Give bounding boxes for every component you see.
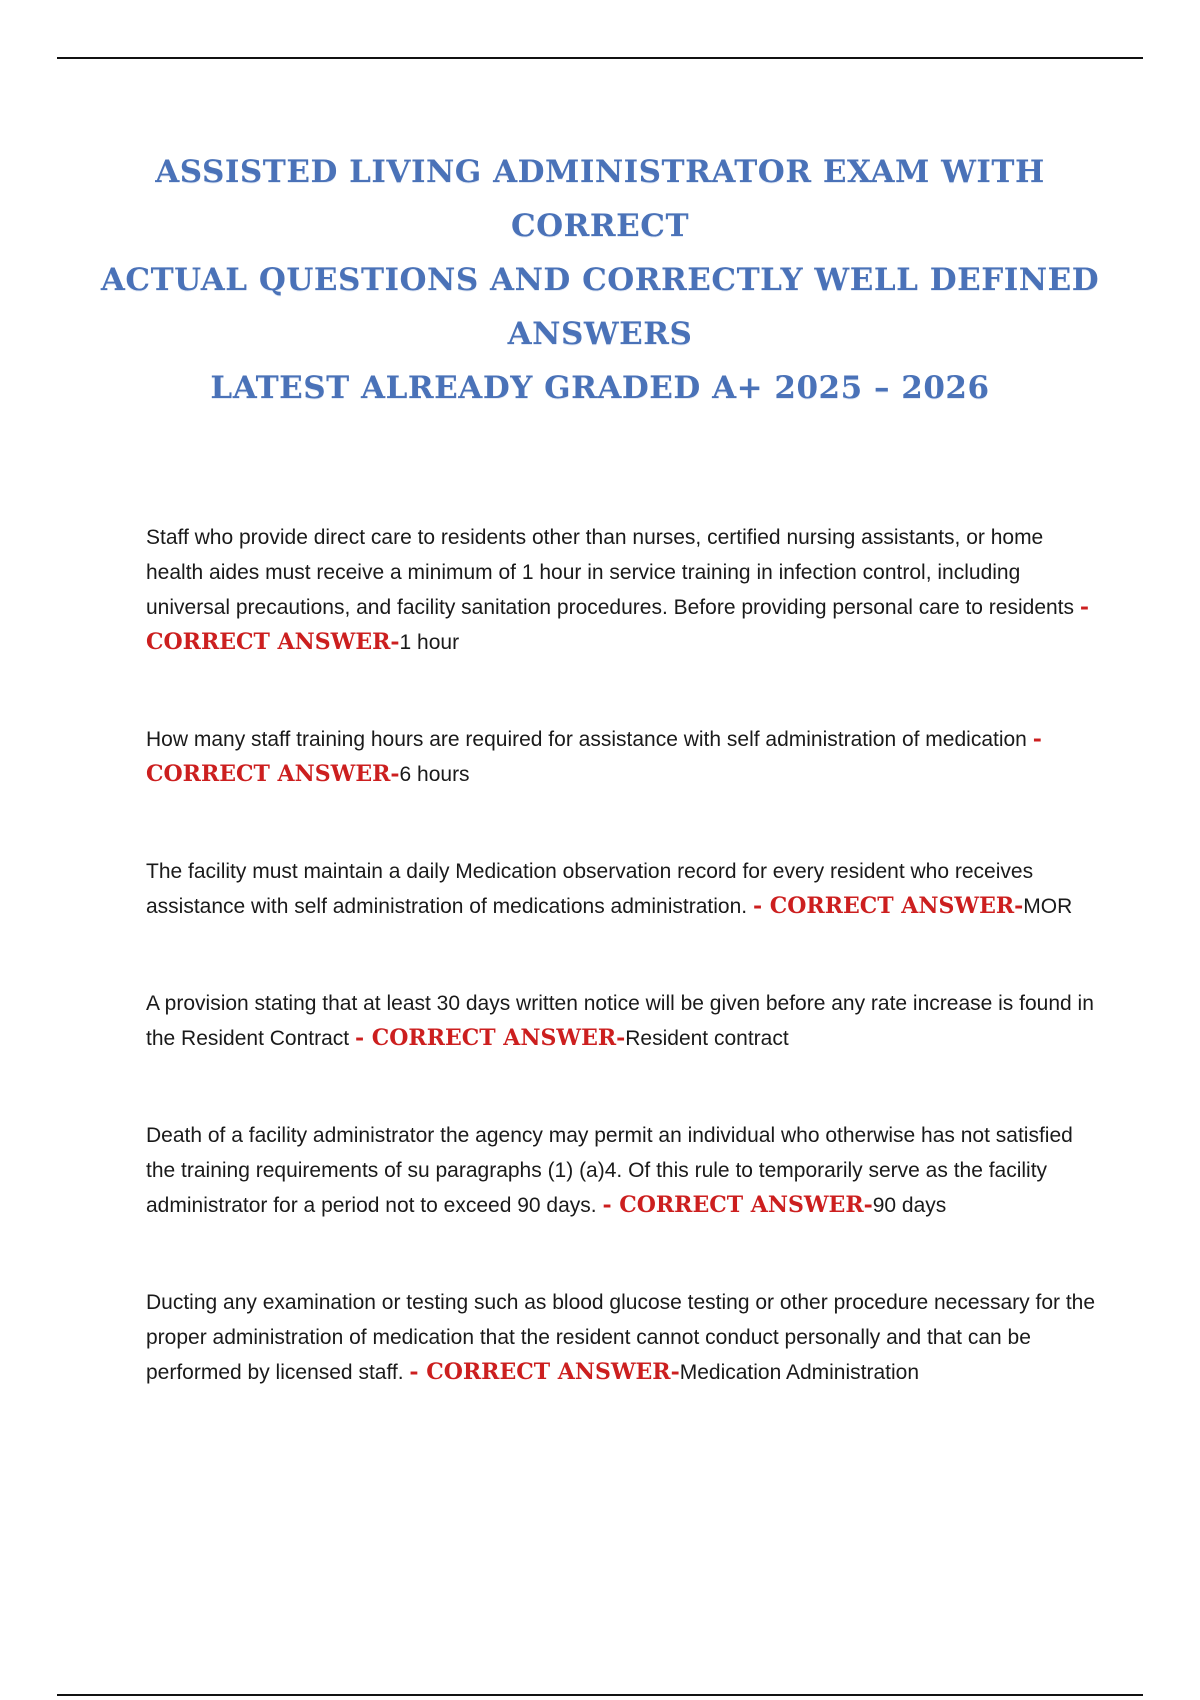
answer-text: 1 hour bbox=[399, 631, 460, 654]
qa-item bbox=[146, 854, 1096, 924]
question-text: Staff who provide direct care to residents other than nurses, certified nursing assistants, or home health aides must receive a minimum of 1 hour in service training in infection control, including universal precautions, and facility sanitation procedures. Before providing personal care to residents bbox=[146, 526, 1075, 619]
qa-item bbox=[146, 722, 1096, 792]
qa-list bbox=[146, 520, 1096, 1452]
qa-item bbox=[146, 1285, 1096, 1390]
correct-answer-label: - CORRECT ANSWER- bbox=[354, 1025, 626, 1051]
bottom-rule bbox=[57, 1694, 1143, 1696]
question-text: How many staff training hours are required for assistance with self administration of medication bbox=[146, 728, 1027, 751]
answer-text: 90 days bbox=[872, 1194, 947, 1217]
answer-text: 6 hours bbox=[399, 763, 470, 786]
question-text: Death of a facility administrator the agency may permit an individual who otherwise has not satisfied the training requirements of su paragraphs (1) (a)4. Of this rule to temporarily serve as the facility administrator for a period not to exceed 90 days. bbox=[146, 1124, 1073, 1217]
answer-text: MOR bbox=[1023, 895, 1073, 918]
title-line: LATEST ALREADY GRADED A+ 2025 – 2026 bbox=[210, 370, 990, 406]
answer-text: Resident contract bbox=[625, 1027, 789, 1050]
question-text: Ducting any examination or testing such as blood glucose testing or other procedure necessary for the proper administration of medication that the resident cannot conduct personally and that can be performed by licensed staff. bbox=[146, 1291, 1096, 1384]
correct-answer-label: - CORRECT ANSWER- bbox=[146, 726, 1042, 787]
question-text: A provision stating that at least 30 days written notice will be given before any rate increase is found in the Resident Contract bbox=[146, 992, 1094, 1050]
document-title bbox=[100, 145, 1100, 415]
correct-answer-label: - CORRECT ANSWER- bbox=[146, 594, 1090, 655]
qa-item bbox=[146, 986, 1096, 1056]
qa-item bbox=[146, 1118, 1096, 1223]
correct-answer-label: - CORRECT ANSWER- bbox=[602, 1192, 873, 1218]
title-line: ACTUAL QUESTIONS AND CORRECTLY WELL DEFINED ANSWERS bbox=[100, 262, 1100, 352]
answer-text: Medication Administration bbox=[679, 1361, 920, 1384]
top-rule bbox=[57, 57, 1143, 59]
qa-item bbox=[146, 520, 1096, 660]
correct-answer-label: - CORRECT ANSWER- bbox=[409, 1359, 680, 1385]
title-line: ASSISTED LIVING ADMINISTRATOR EXAM WITH CORRECT bbox=[155, 154, 1045, 244]
question-text: The facility must maintain a daily Medication observation record for every resident who receives assistance with self administration of medications administration. bbox=[146, 860, 1034, 918]
correct-answer-label: - CORRECT ANSWER- bbox=[752, 893, 1024, 919]
